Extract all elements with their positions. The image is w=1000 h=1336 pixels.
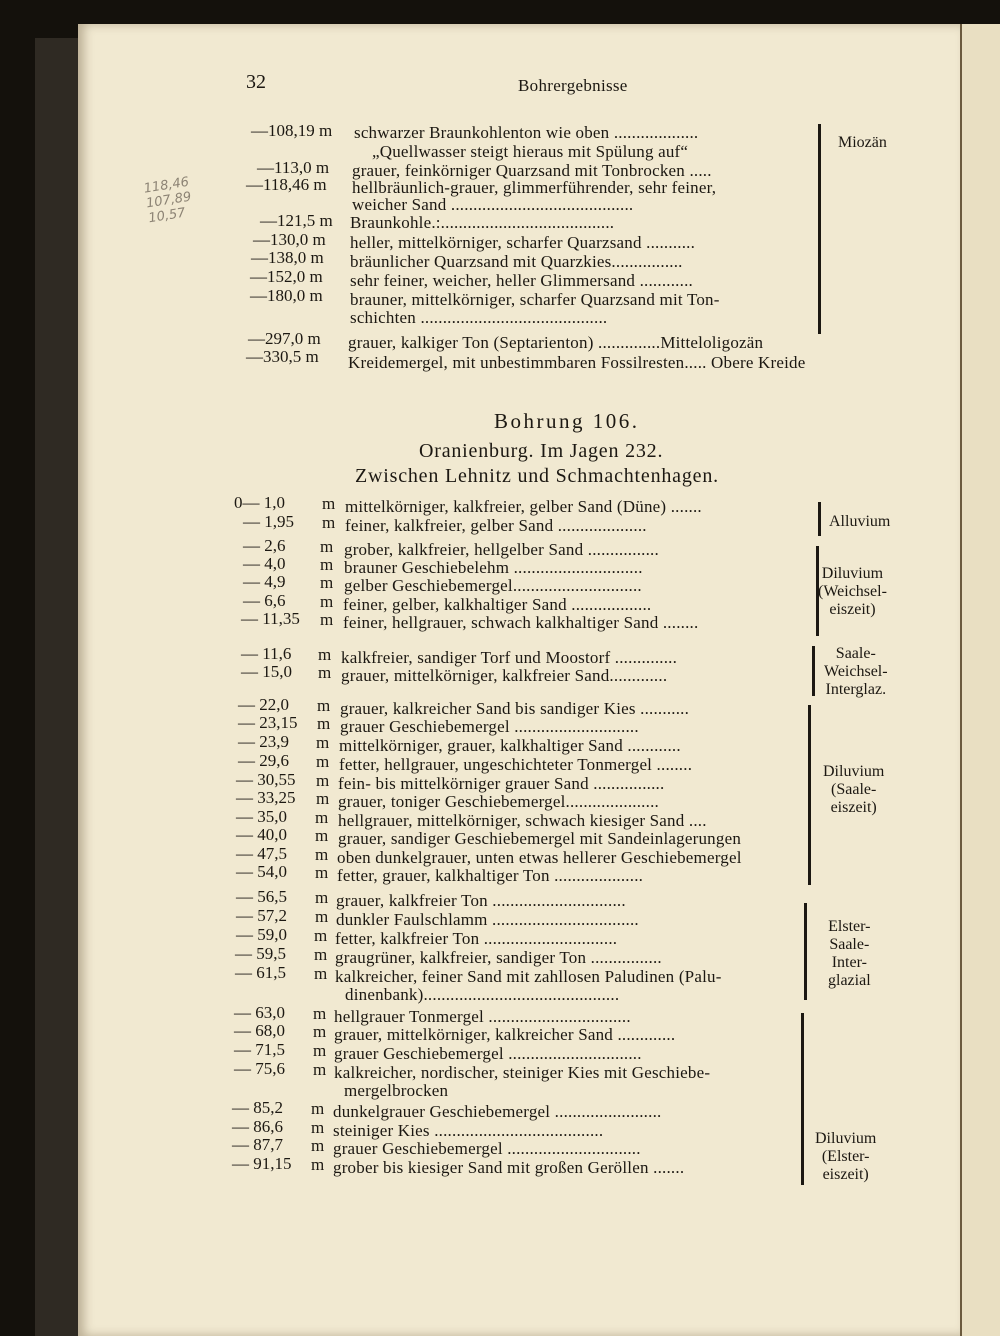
depth-value: — 6,6: [243, 591, 286, 610]
depth-value: — 11,6: [241, 644, 292, 663]
unit-label: m: [311, 1136, 325, 1155]
layer-description: grauer, feinkörniger Quarzsand mit Tonbrocken .....: [352, 161, 712, 180]
book-binding: [35, 38, 79, 1336]
layer-description: sehr feiner, weicher, heller Glimmersand ............: [350, 271, 693, 290]
depth-value: — 71,5: [234, 1040, 285, 1059]
layer-description: heller, mittelkörniger, scharfer Quarzsand ...........: [350, 233, 696, 252]
unit-label: m: [313, 1022, 327, 1041]
depth-value: — 87,7: [232, 1135, 283, 1154]
unit-label: m: [316, 733, 330, 752]
depth-value: — 61,5: [235, 963, 286, 982]
depth-value: — 30,55: [236, 770, 296, 789]
layer-description: dunkler Faulschlamm .................................: [336, 910, 639, 929]
layer-description: schwarzer Braunkohlenton wie oben ...................: [354, 123, 699, 142]
depth-value: —121,5 m: [260, 211, 333, 230]
depth-value: —108,19 m: [251, 121, 333, 140]
depth-value: — 75,6: [234, 1059, 285, 1078]
location-line: Zwischen Lehnitz und Schmachtenhagen.: [355, 465, 719, 487]
unit-label: m: [315, 826, 329, 845]
layer-description: steiniger Kies ......................................: [333, 1121, 604, 1140]
depth-value: — 33,25: [236, 788, 296, 807]
group-bracket: [808, 705, 811, 885]
unit-label: m: [318, 645, 332, 664]
depth-value: —113,0 m: [257, 158, 330, 177]
depth-value: —297,0 m: [248, 329, 321, 348]
depth-value: — 40,0: [236, 825, 287, 844]
unit-label: m: [311, 1155, 325, 1174]
layer-description: grauer, kalkiger Ton (Septarienton) ..............Mitteloligozän: [348, 333, 764, 352]
depth-value: — 91,15: [232, 1154, 292, 1173]
layer-description: hellgrauer, mittelkörniger, schwach kiesiger Sand ....: [338, 811, 707, 830]
depth-value: — 23,15: [238, 713, 298, 732]
next-page-edge: [960, 24, 1000, 1336]
layer-description: hellgrauer Tonmergel ................................: [334, 1007, 631, 1026]
layer-description: feiner, gelber, kalkhaltiger Sand ..................: [343, 595, 652, 614]
unit-label: m: [315, 845, 329, 864]
layer-description: grober, kalkfreier, hellgelber Sand ................: [344, 540, 659, 559]
layer-description: fetter, hellgrauer, ungeschichteter Tonmergel ........: [339, 755, 693, 774]
unit-label: m: [314, 964, 328, 983]
depth-value: — 86,6: [232, 1117, 283, 1136]
layer-description: mergelbrocken: [344, 1081, 449, 1100]
unit-label: m: [315, 808, 329, 827]
unit-label: m: [313, 1004, 327, 1023]
layer-description: fein- bis mittelkörniger grauer Sand ................: [338, 774, 665, 793]
layer-description: grauer, mittelkörniger, kalkfreier Sand.............: [341, 666, 668, 685]
group-bracket: [801, 1013, 804, 1185]
layer-description: grauer Geschiebemergel ..............................: [333, 1139, 641, 1158]
layer-description: grauer, mittelkörniger, kalkreicher Sand .............: [334, 1025, 676, 1044]
unit-label: m: [320, 573, 334, 592]
page-number: 32: [246, 71, 266, 93]
stratum-label: Diluvium (Elster- eiszeit): [815, 1130, 877, 1183]
layer-description: mittelkörniger, grauer, kalkhaltiger Sand ............: [339, 736, 681, 755]
unit-label: m: [314, 945, 328, 964]
layer-description: weicher Sand .........................................: [352, 195, 634, 214]
unit-label: m: [318, 663, 332, 682]
layer-description: oben dunkelgrauer, unten etwas hellerer Geschiebemergel: [337, 848, 742, 867]
layer-description: grauer, kalkreicher Sand bis sandiger Kies ...........: [340, 699, 690, 718]
layer-description: hellbräunlich-grauer, glimmerführender, sehr feiner,: [352, 178, 717, 197]
section-title: Bohrung 106.: [494, 409, 640, 433]
stratum-label: Diluvium (Weichsel- eiszeit): [818, 565, 887, 618]
layer-description: dunkelgrauer Geschiebemergel ........................: [333, 1102, 662, 1121]
depth-value: — 15,0: [241, 662, 292, 681]
unit-label: m: [316, 789, 330, 808]
layer-description: dinenbank)............................................: [345, 985, 620, 1004]
depth-value: — 11,35: [241, 609, 300, 628]
depth-value: — 4,0: [243, 554, 286, 573]
layer-description: bräunlicher Quarzsand mit Quarzkies................: [350, 252, 683, 271]
group-bracket: [818, 502, 821, 536]
unit-label: m: [320, 555, 334, 574]
unit-label: m: [313, 1060, 327, 1079]
layer-description: grauer Geschiebemergel ..............................: [334, 1044, 642, 1063]
depth-value: —118,46 m: [246, 175, 327, 194]
depth-value: — 85,2: [232, 1098, 283, 1117]
depth-value: —138,0 m: [251, 248, 324, 267]
depth-value: — 4,9: [243, 572, 286, 591]
depth-value: —130,0 m: [253, 230, 326, 249]
layer-description: „Quellwasser steigt hieraus mit Spülung auf“: [372, 142, 689, 161]
unit-label: m: [314, 926, 328, 945]
stratum-label: Alluvium: [829, 513, 891, 530]
unit-label: m: [317, 696, 331, 715]
stratum-label: Diluvium (Saale- eiszeit): [823, 763, 885, 816]
stratum-label: Miozän: [838, 134, 887, 151]
depth-value: — 22,0: [238, 695, 289, 714]
depth-value: — 59,0: [236, 925, 287, 944]
layer-description: graugrüner, kalkfreier, sandiger Ton ................: [335, 948, 662, 967]
unit-label: m: [311, 1118, 325, 1137]
depth-value: — 2,6: [243, 536, 286, 555]
unit-label: m: [313, 1041, 327, 1060]
layer-description: brauner, mittelkörniger, scharfer Quarzsand mit Ton-: [350, 290, 720, 309]
unit-label: m: [320, 610, 334, 629]
depth-value: —180,0 m: [250, 286, 323, 305]
depth-value: — 59,5: [235, 944, 286, 963]
depth-value: — 63,0: [234, 1003, 285, 1022]
unit-label: m: [320, 592, 334, 611]
pencil-margin-note: 118,46 107,89 10,57: [142, 174, 193, 227]
depth-value: —152,0 m: [250, 267, 323, 286]
location-line: Oranienburg. Im Jagen 232.: [419, 440, 664, 462]
layer-description: brauner Geschiebelehm .............................: [344, 558, 643, 577]
stratum-label: Elster- Saale- Inter- glazial: [828, 918, 871, 989]
depth-value: — 1,95: [243, 512, 294, 531]
layer-description: grauer Geschiebemergel ............................: [340, 717, 639, 736]
unit-label: m: [320, 537, 334, 556]
unit-label: m: [315, 863, 329, 882]
running-head: Bohrergebnisse: [518, 76, 628, 95]
unit-label: m: [322, 494, 336, 513]
unit-label: m: [316, 771, 330, 790]
depth-value: — 35,0: [236, 807, 287, 826]
depth-value: 0— 1,0: [234, 493, 285, 512]
depth-value: —330,5 m: [246, 347, 319, 366]
layer-description: schichten ..........................................: [350, 308, 608, 327]
layer-description: kalkfreier, sandiger Torf und Moostorf ..............: [341, 648, 678, 667]
unit-label: m: [317, 714, 331, 733]
layer-description: kalkreicher, feiner Sand mit zahllosen Paludinen (Palu-: [335, 967, 722, 986]
depth-value: — 56,5: [236, 887, 287, 906]
layer-description: gelber Geschiebemergel.............................: [344, 576, 642, 595]
layer-description: grauer, kalkfreier Ton ..............................: [336, 891, 626, 910]
layer-description: kalkreicher, nordischer, steiniger Kies mit Geschiebe-: [334, 1063, 711, 1082]
group-bracket: [804, 903, 807, 1000]
group-bracket: [812, 646, 815, 696]
layer-description: fetter, kalkfreier Ton ..............................: [335, 929, 618, 948]
depth-value: — 29,6: [238, 751, 289, 770]
depth-value: — 54,0: [236, 862, 287, 881]
layer-description: mittelkörniger, kalkfreier, gelber Sand (Düne) .......: [345, 497, 702, 516]
depth-value: — 68,0: [234, 1021, 285, 1040]
layer-description: grauer, toniger Geschiebemergel.....................: [338, 792, 659, 811]
depth-value: — 23,9: [238, 732, 289, 751]
unit-label: m: [315, 888, 329, 907]
layer-description: Braunkohle.:.......................................: [350, 213, 615, 232]
unit-label: m: [315, 907, 329, 926]
unit-label: m: [322, 513, 336, 532]
layer-description: Kreidemergel, mit unbestimmbaren Fossilresten..... Obere Kreide: [348, 353, 806, 372]
layer-description: feiner, kalkfreier, gelber Sand ....................: [345, 516, 647, 535]
group-bracket: [818, 124, 821, 334]
layer-description: grauer, sandiger Geschiebemergel mit Sandeinlagerungen: [338, 829, 742, 848]
depth-value: — 47,5: [236, 844, 287, 863]
stratum-label: Saale- Weichsel- Interglaz.: [824, 645, 888, 698]
layer-description: grober bis kiesiger Sand mit großen Geröllen .......: [333, 1158, 685, 1177]
depth-value: — 57,2: [236, 906, 287, 925]
unit-label: m: [316, 752, 330, 771]
layer-description: feiner, hellgrauer, schwach kalkhaltiger Sand ........: [343, 613, 699, 632]
unit-label: m: [311, 1099, 325, 1118]
layer-description: fetter, grauer, kalkhaltiger Ton ....................: [337, 866, 644, 885]
